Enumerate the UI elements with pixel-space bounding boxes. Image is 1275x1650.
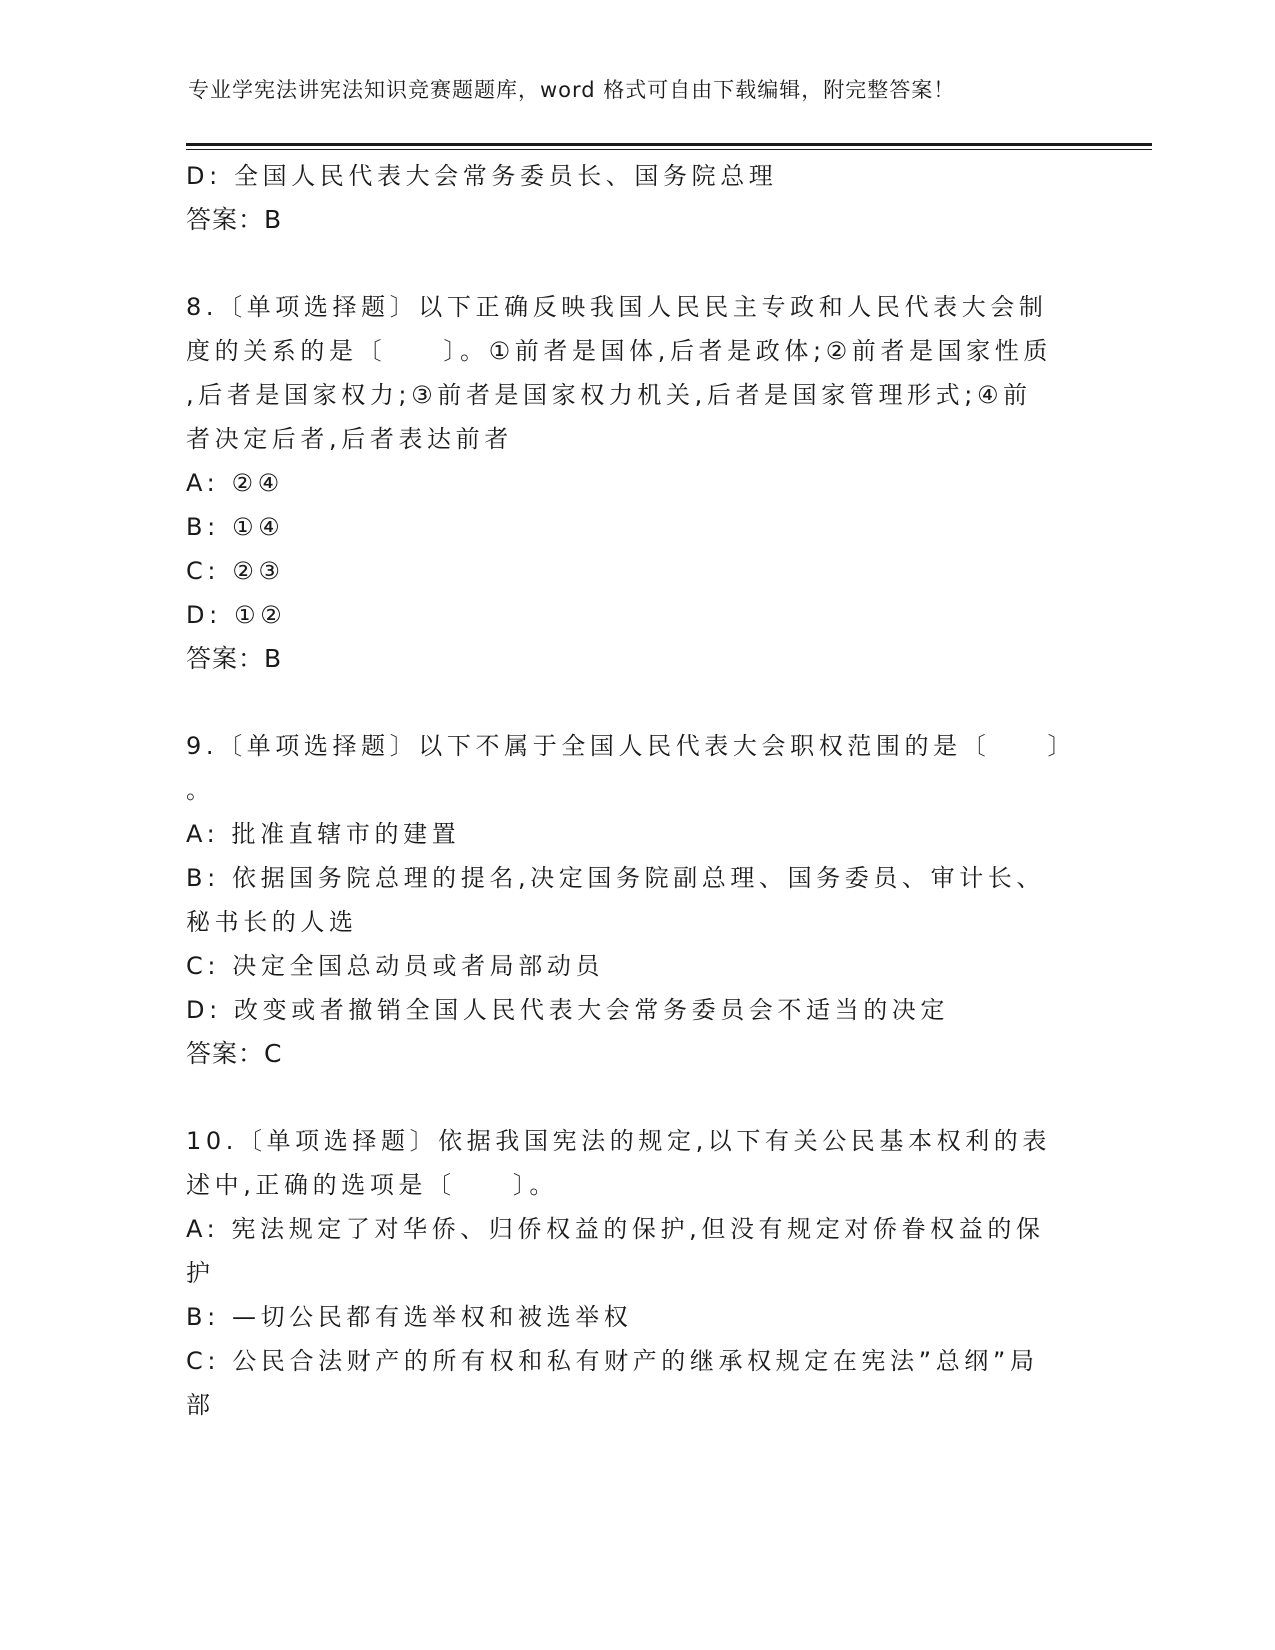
q8-option-b: B: ①④ [186,513,285,541]
q10-option-c-line-2: 部 [186,1391,215,1419]
q9-option-d: D: 改变或者撤销全国人民代表大会常务委员会不适当的决定 [186,996,949,1024]
q9-stem-line-2: 。 [186,776,215,804]
q8-answer: 答案：B [186,644,283,673]
q8-option-c: C: ②③ [186,557,285,585]
q9-option-c: C: 决定全国总动员或者局部动员 [186,952,605,980]
q9-option-b-line-2: 秘书长的人选 [186,908,358,936]
page-header: 专业学宪法讲宪法知识竞赛题题库，word 格式可自由下载编辑，附完整答案！ [188,78,956,102]
q7-answer: 答案：B [186,205,283,234]
q8-option-a: A: ②④ [186,469,284,497]
q10-option-b: B: —切公民都有选举权和被选举权 [186,1303,633,1331]
q9-stem-line-1: 9.〔单项选择题〕以下不属于全国人民代表大会职权范围的是〔 〕 [186,732,1077,760]
q8-stem-line-2: 度的关系的是〔 〕。①前者是国体,后者是政体;②前者是国家性质 [186,337,1052,365]
q8-option-d: D: ①② [186,601,287,629]
q10-stem-line-1: 10.〔单项选择题〕依据我国宪法的规定,以下有关公民基本权利的表 [186,1127,1051,1155]
q8-stem-line-4: 者决定后者,后者表达前者 [186,425,513,453]
q9-option-b-line-1: B: 依据国务院总理的提名,决定国务院副总理、国务委员、审计长、 [186,864,1046,892]
q9-option-a: A: 批准直辖市的建置 [186,820,461,848]
header-rule-thick [186,143,1152,146]
q7-option-d: D: 全国人民代表大会常务委员长、国务院总理 [186,162,778,190]
q8-stem-line-1: 8.〔单项选择题〕以下正确反映我国人民民主专政和人民代表大会制 [186,293,1048,321]
q10-option-a-line-2: 护 [186,1259,215,1287]
q10-option-a-line-1: A: 宪法规定了对华侨、归侨权益的保护,但没有规定对侨眷权益的保 [186,1215,1045,1243]
q8-stem-line-3: ,后者是国家权力;③前者是国家权力机关,后者是国家管理形式;④前 [186,381,1032,409]
q10-option-c-line-1: C: 公民合法财产的所有权和私有财产的继承权规定在宪法”总纲”局 [186,1347,1039,1375]
q10-stem-line-2: 述中,正确的选项是〔 〕。 [186,1171,559,1199]
header-rule-thin [186,149,1152,150]
q9-answer: 答案：C [186,1039,283,1068]
